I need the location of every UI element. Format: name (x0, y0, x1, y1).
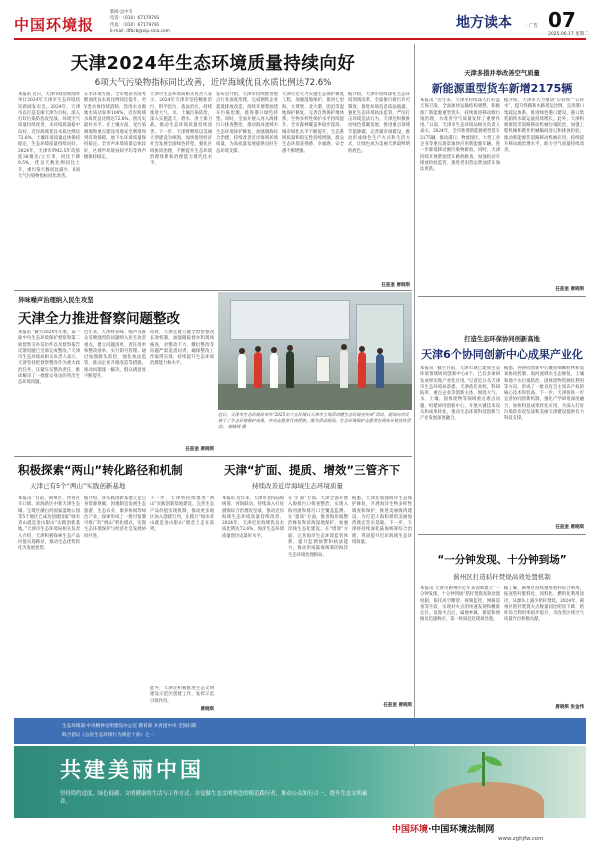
divider (418, 296, 586, 297)
photo-backdrop (230, 300, 350, 340)
divider (418, 534, 586, 535)
lead-subheadline: 6项大气污染物指标同比改善，近岸海域优良水质比例达72.6% (94, 78, 332, 88)
right3-col-1: 本报讯 天津市蓟州区近年来创新建立“一分钟发现、十分钟到场”秸秆焚烧高效处置机制，依托高空瞭望、视频监控、网格巡查等手段，实现对火点的快速发现和精准定位。发现火点后，属地乡镇、街道和网格员迅速响应，第一时间赶赴现场处置。 (420, 586, 500, 623)
lead-col-3: 天津市生态环境局相关负责人表示，2024年天津市坚持精准治污、科学治污、依法治污，持续推进大气、水、土壤污染防治，深入实施蓝天、碧水、净土保卫战，推动生态环境质量持续改善。下一步，天津将继续以美丽天津建设为统领，加快推进经济社会发展全面绿色转型，强化区域协同治理，不断提升生态环境治理体系和治理能力现代化水平。 (150, 92, 212, 167)
section-subtitle: · 广告 (526, 24, 538, 29)
left2-col-1: 本报讯 “截至2024年年底，第一轮中央生态环境保护督察和第二轮督察交办信访件以及督察报告反馈问题已全部完成整改。”天津市生态环境局相关负责人表示，天津坚持把督察整改作为重大政治任务，压紧压实整改责任，推动解决了一批群众身边的突出生态环境问题。 (18, 330, 80, 386)
right1-col-2: 据介绍，天津市大力推动“公转铁”“公转水”，提升铁路和水路货运比例，完善港口集疏运体系，推进绿色港口建设，港口集装箱铁水联运量持续增长。此外，天津积极推进非道路移动机械污染防治，加强工程机械和港作机械编码登记和排放检验，推动新能源非道路移动机械应用，持续提升移动源治理水平，助力空气质量持续改善。 (504, 98, 584, 154)
contact-info: 新闻·总中专 电话：（010）67179791 传真：（010）67179791 E-mail: dfbcb@vip.sina.com (110, 10, 170, 35)
left2-kicker: 异味噪声治理纳入民生攻坚 (18, 297, 94, 304)
right3-byline: 唐晓琪 张金伟 (555, 705, 584, 710)
ad-body: 坚持简约适度、绿色低碳、文明健康的生活与工作方式，自觉做生态文明理念的模范践行者，推动公众知行合一，提升生态文明素养。 (60, 791, 368, 805)
photo-person (376, 354, 384, 388)
photo-person (340, 350, 348, 388)
column-divider (414, 44, 415, 784)
photo-sign (316, 356, 330, 382)
lead-col-6: 据介绍，天津市持续深化生态环境领域改革，全面推行排污许可制度，推进环境信息依法披露，强化生态环境执法监管，严厉打击环境违法行为。天津还积极推动绿色低碳发展，推进重点领域节能降碳，完善碳市场建设，推动形成绿色生产方式和生活方式，让绿色成为美丽天津最鲜明的底色。 (348, 92, 410, 154)
lead-col-4: 发布会介绍，天津市持续推进重点行业深度治理，完成钢铁企业超低排放改造，持续开展柴油货车污染治理，推进港口绿色转型。同时，全面开展入河入海排污口排查整治，推动海河流域水生态环境保护修复，加强渤海综合治理，持续改善近岸海域环境质量，为高质量发展提供良好生态环境支撑。 (216, 92, 278, 154)
right2-title: 天津6个协同创新中心成果产业化 (421, 348, 583, 361)
hands-holding-soil-icon (434, 782, 544, 818)
mid3-title: 天津“扩面、提质、增效”三管齐下 (224, 463, 401, 477)
photo-person (254, 352, 262, 388)
leaf-icon (467, 764, 483, 773)
footer-logo: 中国环境·中国环境法制网 (392, 825, 495, 835)
left2-title: 天津全力推进督察问题整改 (18, 311, 180, 327)
strip-line-1: 生态环境部·中央精神文明建设办公室 教育部 共青团中央 全国妇联 (62, 724, 197, 729)
left3-col-2: 据介绍，各实践创新基地立足自身资源禀赋，因地制宜发展生态旅游、生态农业、康养休闲等绿色产业，探索形成了一批可复制可推广的“两山”转化模式，实现生态环境保护与经济社会发展协同共进。 (84, 496, 146, 539)
left3-col-4: 此外，天津还积极推进生态文明建设示范区创建工作，发挥示范引领作用。 (150, 686, 214, 704)
leaf-icon (484, 756, 502, 766)
right2-byline: 任兹奎 唐晓琪 (555, 525, 584, 530)
edition-date: 2025.06.17 星期二 (548, 32, 589, 37)
footer-url: www.zghjfw.com (498, 836, 544, 842)
left3-col-1: 本报讯 “目前，蓟州区、西青区辛口镇、滨海新区中新天津生态城、宝坻区潮白河国家湿地公园等5个地区已成功创建国家“绿水青山就是金山银山”实践创新基地。”天津市生态环境局相关负责人介绍，天津积极探索生态产品价值实现路径，推动生态优势转化为发展优势。 (18, 496, 80, 552)
right1-col-1: 本报讯 “近年来，天津市持续深入打好蓝天保卫战，全面加快运输结构调整，积极推广新能源重型货车，持续推进移动源污染治理，为改善空气质量发挥了重要作用。”日前，天津市生态环境局相关负责人表示。2024年，全市新增新能源重型货车2175辆，推动港口、物流园区、大型工业企业等重点场景加快应用新能源车辆，进一步降低移动源污染物排放。同时，天津持续开展柴油货车路检路查，加强机动车排放检验监管，推进老旧营运柴油货车淘汰更新。 (420, 98, 500, 173)
divider (14, 456, 412, 457)
public-service-ad (14, 746, 586, 818)
photo-person (270, 353, 278, 388)
right1-kicker: 天津多措并举改善空气质量 (464, 70, 540, 77)
left3-subtitle: 天津已有5个“两山”实践创新基地 (30, 482, 126, 490)
ad-headline: 共建美丽中国 (60, 758, 204, 782)
left2-col-3: 同时，天津还建立健全督察整改长效机制，加强跟踪督办和现场核查，对整改不力、敷衍整改等问题严肃追责问责，确保整改工作取得实效，持续提升生态环境治理能力和水平。 (150, 330, 214, 367)
right1-title: 新能源重型货车新增2175辆 (431, 82, 573, 95)
right2-col-2: 据悉，各协同创新中心聚焦细颗粒物和臭氧协同控制、海河流域水生态修复、土壤和地下水污染防治、固体废物资源化利用等方向，形成了一批具有自主知识产权的核心技术和装备。下一步，天津将进一步完善协同创新机制，强化产学研用深度融合，加快科技成果转化应用，为深入打好污染防治攻坚战和美丽天津建设提供有力科技支撑。 (504, 366, 584, 422)
left2-col-2: 近年来，天津将异味、噪声等群众反映强烈的问题纳入民生攻坚重点，建立问题清单、责任清单和整改清单，实行销号管理。通过加强源头防控、强化执法监管、推动企业升级改造等措施，推动问题逐一解决，群众满意度不断提升。 (84, 330, 146, 380)
lead-col-5: 天津市还大力实施生态保护修复工程，加强湿地保护，推进七里海、大黄堡、北大港、团泊等湿地保护修复，完善自然保护地体系，生物多样性保护水平持续提升。全市森林覆盖率稳步提高，城市绿化水平不断提升，生态系统质量和稳定性持续增强，群众生态环境获得感、幸福感、安全感不断增强。 (282, 92, 344, 154)
page-number: 07 (548, 8, 576, 32)
newspaper-logo: 中国环境报 (14, 16, 95, 34)
right2-col-1: 本报讯 “截至目前，天津市现已建成生态环境领域协同创新中心6个，已有多项研发成果实现产业化应用。”记者近日从天津市生态环境局获悉，天津依托高校、科研院所、重点企业等创新主体，围绕大气、水、土壤、固体废物等领域重点难点问题，组建协同创新中心，开展关键技术攻关和成果转化，推动生态环境科技创新与产业发展深度融合。 (420, 366, 500, 422)
left3-col-3: 下一步，天津将持续推进“两山”实践创新基地建设，完善生态产品价值实现机制，推动更多地区加入创建行列，在践行“绿水青山就是金山银山”理念上走在前列。 (150, 496, 214, 533)
photo-person (286, 351, 294, 388)
masthead (14, 8, 589, 40)
left3-title: 积极探索“两山”转化路径和机制 (18, 463, 183, 477)
mid3-subtitle: 持续改善近岸海域生态环境质量 (252, 482, 343, 490)
lead-headline: 天津2024年生态环境质量持续向好 (70, 54, 356, 74)
lead-byline: 任兹奎 唐晓琪 (381, 283, 410, 288)
event-photo (218, 292, 412, 410)
right3-col-2: 据了解，蓟州区持续推进秸秆综合利用，拓宽秸秆肥料化、饲料化、燃料化利用途径，从源头上减少秸秆焚烧。2024年，蓟州区秸秆焚烧火点数量同比明显下降，秸秆综合利用率稳步提升，为改善区域空气质量作出积极贡献。 (504, 586, 584, 623)
public-service-strip (14, 718, 586, 744)
right3-subtitle: 蓟州区打造秸秆焚烧高效处置机制 (453, 573, 551, 581)
right3-title: “一分钟发现、十分钟到场” (437, 554, 567, 566)
right2-kicker: 打造生态环保协同创新高地 (464, 336, 540, 343)
right1-byline: 任兹奎 唐晓琪 (555, 287, 584, 292)
strip-line-2: 联合倡议《公民生态环境行为规范十条》之一 (62, 733, 154, 738)
divider (14, 290, 412, 291)
mid3-col-2: 在“扩面”方面，天津全面开展入海排污口排查整治，实现入海河流和排污口全覆盖监测。在“提质”方面，推进海岸线整治修复和滨海湿地保护，加强岸线生态化建设。在“增效”方面，完善海洋生态环境监管体系，提升监测预警和执法能力，推动形成陆海统筹的海洋生态环境治理格局。 (288, 496, 348, 558)
photo-caption: 近日，天津市生态环境局举办“2025年六五环境日天津市主场活动暨生态环境宣传周”活动，现场向市民展示了生态环境保护成果，并向志愿者代表授旗。图为活动现场。生态环境保护志愿者在现场开展宣传活动。 唐晓琪 摄 (218, 412, 411, 429)
mid3-byline: 任兹奎 唐晓琪 (383, 703, 412, 708)
mid3-col-1: 本报讯 近年来，天津市坚持陆海统筹、河海联动，持续深入打好渤海综合治理攻坚战，推动近岸海域生态环境质量持续改善。2024年，天津近岸海域优良水质比例达72.6%，海洋生态环境质量创历史最好水平。 (222, 496, 284, 539)
lead-col-2: 在水环境方面，全市地表水国考断面优良水质比例同比提升，劣V类水体持续消除，饮用水水源地水质达标率100%。近岸海域水质优良比例达72.6%，创历史最好水平。在土壤方面，受污染耕地和重点建设用地安全利用得到有效保障，地下水环境质量保持稳定。全市声环境质量总体较好，区域声环境昼间平均等效声级保持稳定。 (84, 92, 146, 160)
section-title: 地方读本 (456, 15, 512, 31)
left2-byline: 任兹奎 唐晓琪 (185, 447, 214, 452)
left3-byline: 唐晓琪 (200, 707, 214, 712)
mid3-col-3: 据悉，天津还加强海洋生态保护修复，开展海洋生物多样性调查和保护，推进美丽海湾建设，为打造人海和谐的美丽海湾奠定坚实基础。下一步，天津将持续深化陆海统筹综合治理，巩固提升近岸海域生态环境质量。 (352, 496, 412, 546)
photo-person (358, 352, 366, 388)
photo-person (238, 354, 246, 388)
lead-col-1: 本报讯 近日，天津市政府新闻办举行2024年天津市生态环境状况新闻发布会。2024年，天津市以打造美丽天津为目标，深入打好污染防治攻坚战，环境空气质量持续改善，水环境质量稳中向好，近岸海域优良水质比例达72.6%，土壤环境质量总体保持稳定，生态环境质量持续向好。2024年，天津市PM2.5年均浓度38微克/立方米，同比下降9.5%，优良天数比例同比上升，重污染天数同比减少，6项大气污染物指标同比改善。 (18, 92, 80, 179)
